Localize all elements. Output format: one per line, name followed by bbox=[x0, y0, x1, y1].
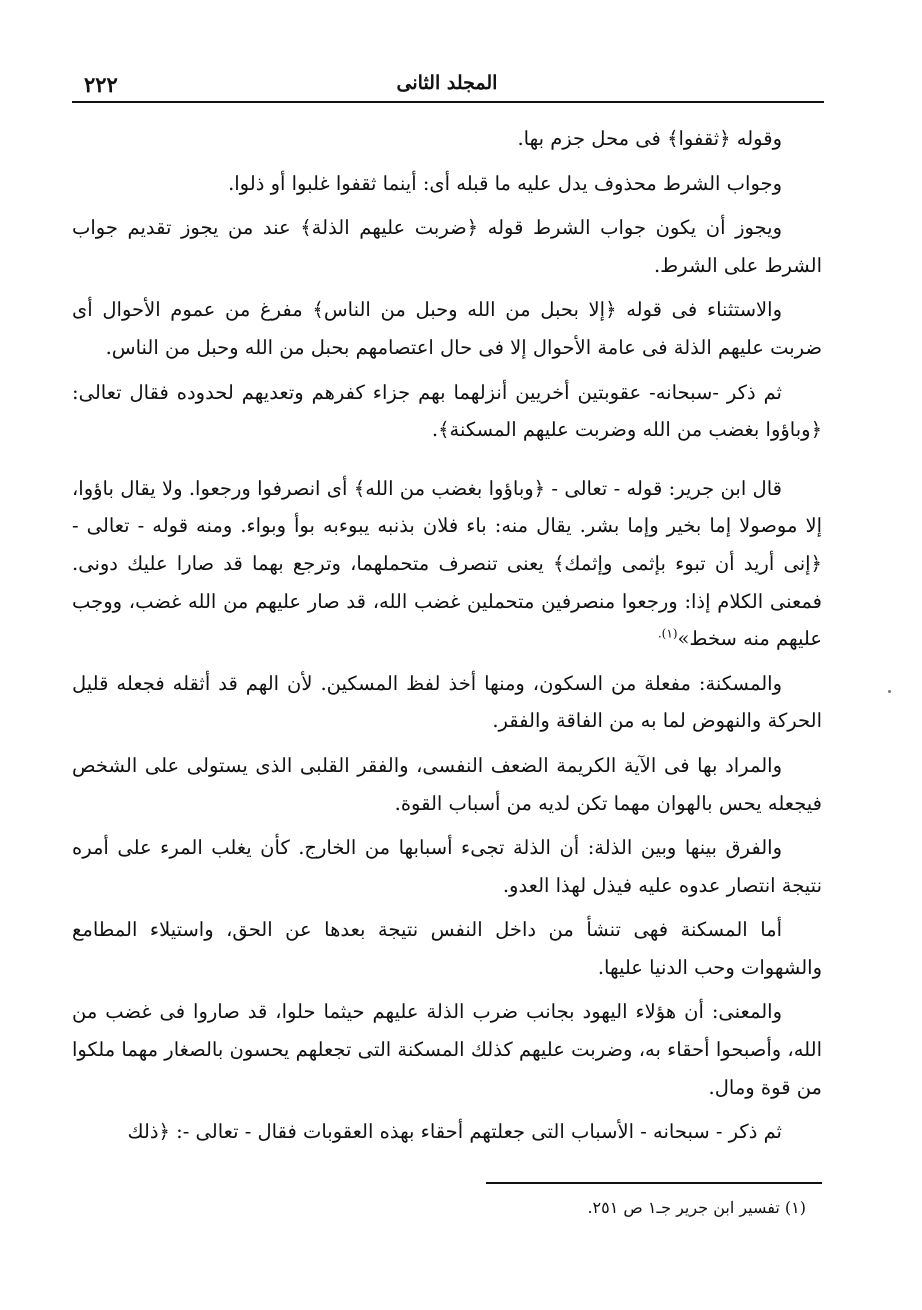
paragraph: والمسكنة: مفعلة من السكون، ومنها أخذ لفظ المسكين. لأن الهم قد أثقله فجعله قليل الحركة والنهوض لما به من الفاقة والفقر. bbox=[72, 671, 822, 733]
paragraph: والفرق بينها وبين الذلة: أن الذلة تجىء أسبابها من الخارج. كأن يغلب المرء على أمره نتيجة انتصار عدوه عليه فيذل لهذا العدو. bbox=[72, 836, 822, 897]
paragraph bbox=[72, 470, 822, 658]
paragraph: ثم ذكر -سبحانه- عقوبتين أخريين أنزلهما بهم جزاء كفرهم وتعديهم لحدوده فقال تعالى: ﴿وباؤوا بغضب من الله وضربت عليهم المسكنة﴾. bbox=[72, 380, 822, 442]
paragraph-text: قال ابن جرير: قوله - تعالى - ﴿وباؤوا بغضب من الله﴾ أى انصرفوا ورجعوا. ولا يقال باؤوا، إلا موصولا إما بخير وإما بشر. يقال منه: باء فلان بذنبه يبوءبه بوأ وبواء. ومنه قوله - تعالى - ﴿إنى أريد أن تبوء بإثمى وإثمك﴾ يعنى تنصرف متحملهما، وترجع بهما قد صارا عليك دونى. فمعنى الكلام إذا: ورجعوا منصرفين متحملين غضب الله، قد صار عليهم من الله غضب، ووجب عليهم منه سخط» bbox=[72, 476, 822, 651]
footnote-rule bbox=[486, 1182, 822, 1184]
scan-speck bbox=[888, 690, 891, 693]
header-rule bbox=[72, 101, 824, 103]
paragraph: ثم ذكر - سبحانه - الأسباب التى جعلتهم أحقاء بهذه العقوبات فقال - تعالى -: ﴿ذلك bbox=[127, 1120, 782, 1144]
paragraph: أما المسكنة فهى تنشأ من داخل النفس نتيجة بعدها عن الحق، واستيلاء المطامع والشهوات وحب الدنيا عليها. bbox=[72, 918, 822, 979]
page-header bbox=[72, 66, 822, 102]
body-text bbox=[72, 120, 822, 1158]
paragraph: وقوله ﴿ثقفوا﴾ فى محل جزم بها. bbox=[517, 127, 782, 150]
paragraph: والمراد بها فى الآية الكريمة الضعف النفسى، والفقر القلبى الذى يستولى على الشخص فيجعله يحس بالهوان مهما تكن لديه من أسباب القوة. bbox=[72, 753, 822, 815]
running-head: المجلد الثانى bbox=[396, 72, 498, 94]
paragraph: وجواب الشرط محذوف يدل عليه ما قبله أى: أينما ثقفوا غلبوا أو ذلوا. bbox=[228, 171, 782, 195]
paragraph: والمعنى: أن هؤلاء اليهود بجانب ضرب الذلة عليهم حيثما حلوا، قد صاروا فى غضب من الله، وأصبحوا أحقاء به، وضربت عليهم كذلك المسكنة التى تجعلهم يحسون بالصغار مهما ملكوا من قوة ومال. bbox=[72, 1000, 822, 1099]
paragraph: والاستثناء فى قوله ﴿إلا بحبل من الله وحبل من الناس﴾ مفرغ من عموم الأحوال أى ضربت عليهم الذلة فى عامة الأحوال إلا فى حال اعتصامهم بحبل من الله وحبل من الناس. bbox=[72, 298, 822, 359]
page-number: ٢٢٢ bbox=[84, 72, 118, 97]
footnote-reference: (١). bbox=[657, 626, 678, 641]
footnote: (١) تفسير ابن جرير جـ١ ص ٢٥١. bbox=[587, 1198, 806, 1217]
paragraph: ويجوز أن يكون جواب الشرط قوله ﴿ضربت عليهم الذلة﴾ عند من يجوز تقديم جواب الشرط على الشرط. bbox=[72, 216, 822, 277]
